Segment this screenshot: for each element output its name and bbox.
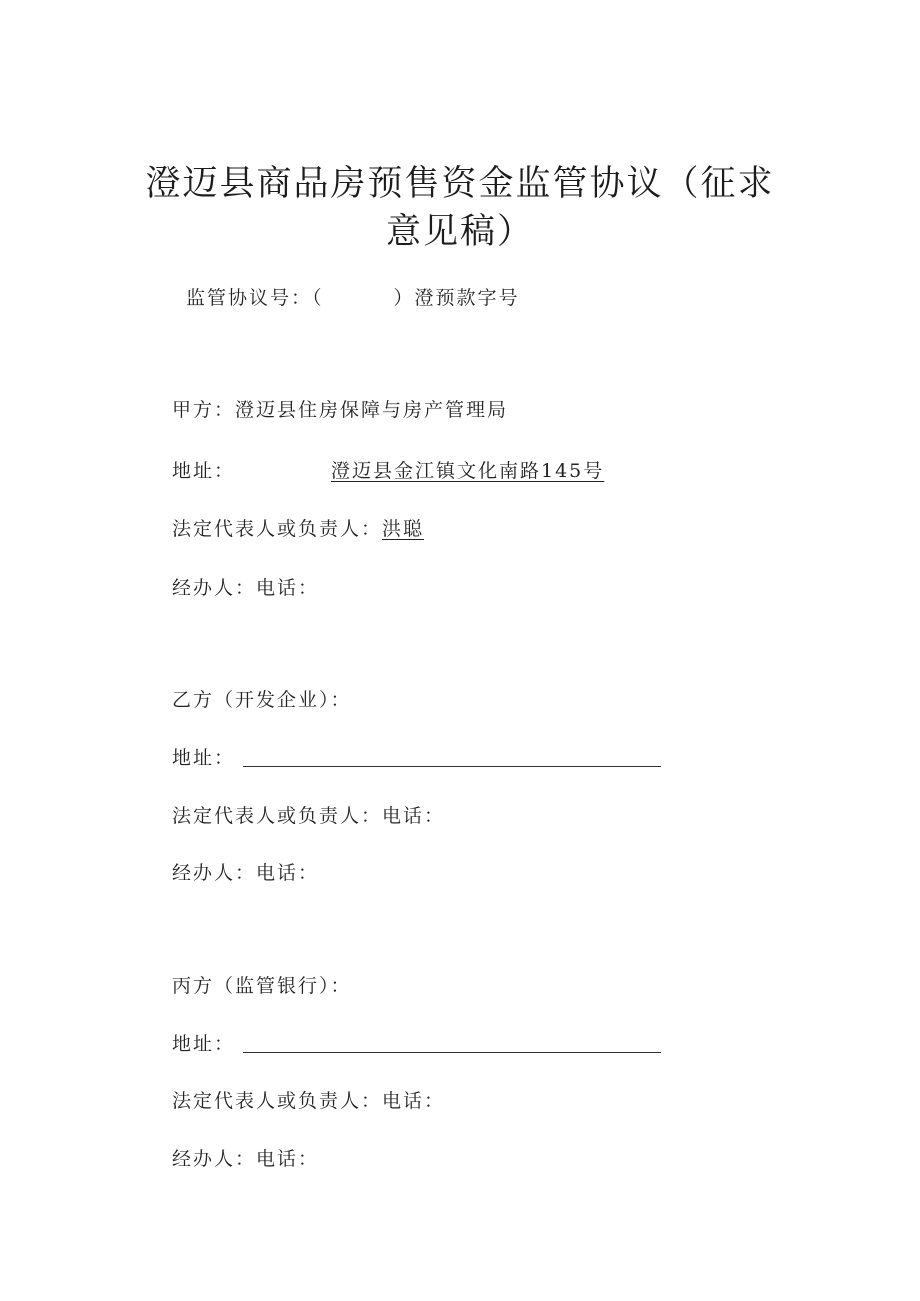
party-a-representative-line	[172, 516, 424, 542]
party-a-handler-line: 经办人：电话：	[172, 577, 320, 599]
party-a-address-label: 地址：	[172, 460, 236, 482]
party-a-representative-value: 洪聪	[382, 518, 425, 540]
party-b-handler-line: 经办人：电话：	[172, 862, 320, 884]
document-title: 澄迈县商品房预售资金监管协议（征求意见稿）	[145, 164, 775, 252]
party-b-address-label: 地址：	[172, 747, 236, 769]
agreement-number-line	[186, 285, 520, 311]
party-a-address-value: 澄迈县金江镇文化南路145号	[331, 460, 605, 482]
party-c-address-label: 地址：	[172, 1033, 236, 1055]
party-a-heading: 甲方：澄迈县住房保障与房产管理局	[172, 399, 509, 421]
agreement-number-suffix: ）澄预款字号	[393, 287, 520, 309]
party-b-address-blank	[243, 766, 661, 767]
agreement-number-label: 监管协议号：（	[186, 287, 324, 309]
party-c-handler-line: 经办人：电话：	[172, 1148, 320, 1170]
party-a-address-line	[172, 458, 672, 484]
party-b-heading: 乙方（开发企业）：	[172, 689, 352, 711]
party-c-address-blank	[243, 1052, 661, 1053]
party-b-representative-line: 法定代表人或负责人：电话：	[172, 805, 446, 827]
party-a-representative-label: 法定代表人或负责人：	[172, 518, 383, 540]
party-c-heading: 丙方（监管银行）：	[172, 975, 352, 997]
party-c-representative-line: 法定代表人或负责人：电话：	[172, 1090, 446, 1112]
